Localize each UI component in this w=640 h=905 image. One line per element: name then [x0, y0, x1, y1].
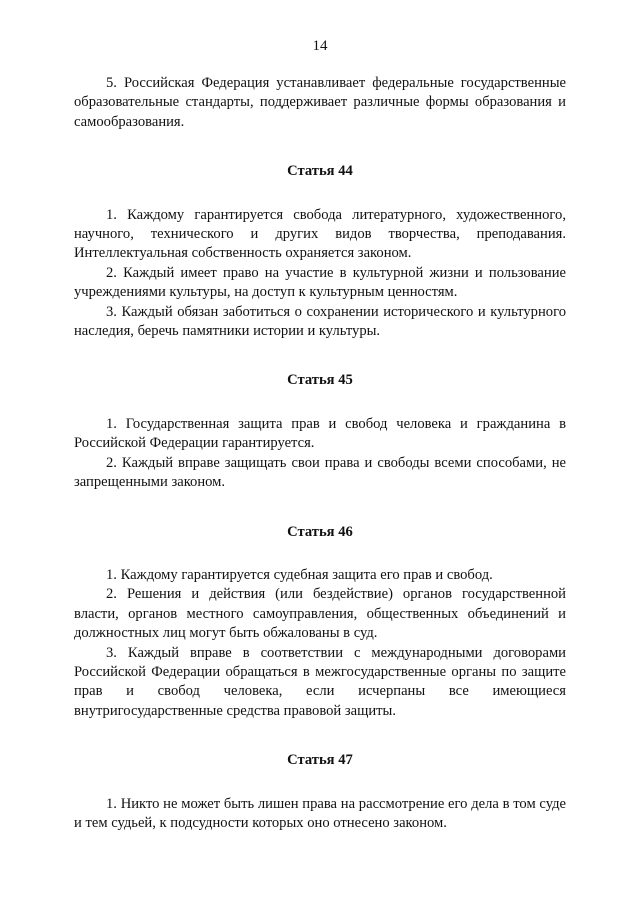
article-46-paragraph-3: 3. Каждый вправе в соответствии с международными договорами Российской Федерации обращаться в межгосударственные органы по защите прав и свобод человека, если исчерпаны все имеющиеся внутригосударственные средства правовой защиты. [74, 644, 566, 719]
article-44-paragraph-3: 3. Каждый обязан заботиться о сохранении исторического и культурного наследия, беречь памятники истории и культуры. [74, 303, 566, 340]
article-45-title: Статья 45 [287, 372, 353, 389]
article-44-paragraph-2: 2. Каждый имеет право на участие в культурной жизни и пользование учреждениями культуры, на доступ к культурным ценностям. [74, 264, 566, 301]
paragraph-43-5: 5. Российская Федерация устанавливает федеральные государственные образовательные стандарты, поддерживает различные формы образования и самообразования. [74, 75, 566, 130]
page-number: 14 [312, 38, 328, 54]
article-47-title: Статья 47 [287, 752, 353, 769]
article-44-paragraph-1: 1. Каждому гарантируется свобода литературного, художественного, научного, технического и других видов творчества, преподавания. Интеллектуальная собственность охраняется законом. [74, 206, 566, 262]
article-44-title: Статья 44 [287, 163, 353, 180]
document-body [74, 74, 566, 833]
article-45-paragraph-1: 1. Государственная защита прав и свобод человека и гражданина в Российской Федерации гарантируется. [74, 415, 566, 452]
article-45-paragraph-2: 2. Каждый вправе защищать свои права и свободы всеми способами, не запрещенными законом. [74, 454, 566, 491]
article-46-paragraph-2: 2. Решения и действия (или бездействие) органов государственной власти, органов местного самоуправления, общественных объединений и должностных лиц могут быть обжалованы в суд. [74, 586, 566, 642]
article-47-paragraph-1: 1. Никто не может быть лишен права на рассмотрение его дела в том суде и тем судьей, к подсудности которых оно отнесено законом. [74, 795, 566, 831]
article-46-title: Статья 46 [287, 523, 353, 540]
article-46-paragraph-1: 1. Каждому гарантируется судебная защита его прав и свобод. [106, 566, 493, 583]
